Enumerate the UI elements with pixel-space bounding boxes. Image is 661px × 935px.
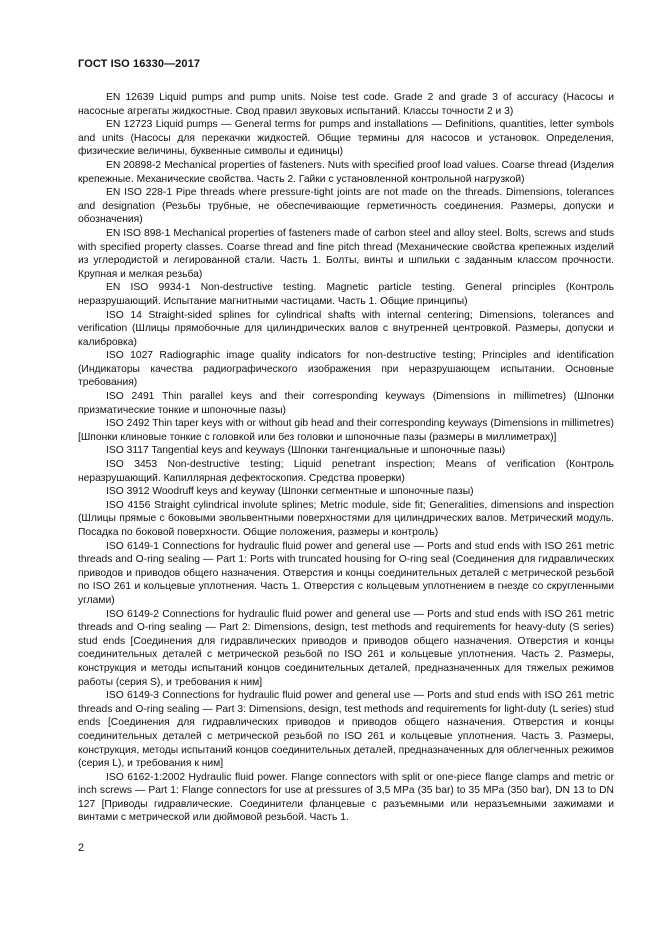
- reference-entry: ISO 4156 Straight cylindrical involute splines; Metric module, side fit; Generalities, dimensions and inspection (Шлицы прямые с боковыми эвольвентными поверхностями для цилиндрических валов. Метрический модуль. Посадка по боковой поверхности. Общие положения, размеры и контроль): [78, 499, 614, 538]
- reference-entry: ISO 2491 Thin parallel keys and their corresponding keyways (Dimensions in millimetres) (Шпонки призматические тонкие и шпоночные пазы): [78, 391, 614, 416]
- page-number: 2: [78, 842, 85, 854]
- reference-entry: ISO 6149-3 Connections for hydraulic fluid power and general use — Ports and stud ends with ISO 261 metric threads and O-ring sealing — Part 3: Dimensions, design, test methods and requirements for light-duty (L series) stud ends [Соединения для гидравлических приводов и приводов общего назначения. Отверстия и концы соединительных деталей с метрической резьбой по ISO 261 и кольцевые уплотнения. Часть 3. Размеры, конструкция, методы испытаний концов соединительных деталей, предназначенных для облегченных режимов (серия L), и требования к ним]: [78, 690, 614, 770]
- reference-entry: EN ISO 9934-1 Non-destructive testing. Magnetic particle testing. General principles (Контроль неразрушающий. Испытание магнитными частицами. Часть 1. Общие принципы): [78, 282, 614, 307]
- reference-entry: ISO 6149-2 Connections for hydraulic fluid power and general use — Ports and stud ends with ISO 261 metric threads and O-ring sealing — Part 2: Dimensions, design, test methods and requirements for heavy-duty (S series) stud ends [Соединения для гидравлических приводов и приводов общего назначения. Отверстия и концы соединительных деталей с метрической резьбой по ISO 261 и кольцевые уплотнения. Часть 2. Размеры, конструкция и методы испытаний концов соединительных деталей, предназначенных для тяжелых режимов работы (серия S), и требования к ним]: [78, 608, 614, 688]
- reference-entry: EN 12639 Liquid pumps and pump units. Noise test code. Grade 2 and grade 3 of accuracy (Насосы и насосные агрегаты жидкостные. Свод правил звуковых испытаний. Классы точности 2 и 3): [78, 92, 614, 117]
- reference-entry: EN ISO 228-1 Pipe threads where pressure-tight joints are not made on the threads. Dimensions, tolerances and designation (Резьбы трубные, не обеспечивающие герметичность соединения. Размеры, допуски и обозначения): [78, 187, 614, 226]
- reference-entry: ISO 3117 Tangential keys and keyways (Шпонки тангенциальные и шпоночные пазы): [106, 445, 506, 457]
- reference-entry: ISO 1027 Radiographic image quality indicators for non-destructive testing; Principles and identification (Индикаторы качества радиографического изображения при неразрушающем испытании. Основные требования): [78, 350, 614, 389]
- reference-entry: EN ISO 898-1 Mechanical properties of fasteners made of carbon steel and alloy steel. Bolts, screws and studs with specified property classes. Coarse thread and fine pitch thread (Механические свойства крепежных изделий из углеродистой и легированной стали. Часть 1. Болты, винты и шпильки с заданным классом прочности. Крупная и мелкая резьба): [78, 227, 614, 280]
- reference-entry: EN 20898-2 Mechanical properties of fasteners. Nuts with specified proof load values. Coarse thread (Изделия крепежные. Механические свойства. Часть 2. Гайки с установленной контрольной нагрузкой): [78, 159, 614, 185]
- reference-entry: EN 12723 Liquid pumps — General terms for pumps and installations — Definitions, quantities, letter symbols and units (Насосы для перекачки жидкостей. Общие термины для насосов и установок. Определения, физические величины, буквенные символы и единицы): [78, 119, 614, 158]
- reference-entry: ISO 6149-1 Connections for hydraulic fluid power and general use — Ports and stud ends with ISO 261 metric threads and O-ring sealing — Part 1: Ports with truncated housing for O-ring seal (Соединения для гидравлических приводов и приводов общего назначения. Отверстия и концы соединительных деталей с метрической резьбой по ISO 261 и кольцевые уплотнения. Часть 1. Отверстия с кольцевым уплотнением в гнезде со скругленными углами): [78, 540, 614, 606]
- reference-entry: ISO 3453 Non-destructive testing; Liquid penetrant inspection; Means of verification (Контроль неразрушающий. Капиллярная дефектоскопия. Средства проверки): [78, 459, 614, 484]
- reference-entry: ISO 2492 Thin taper keys with or without gib head and their corresponding keyways (Dimensions in millimetres) [Шпонки клиновые тонкие с головкой или без головки и шпоночные пазы (размеры в миллиметрах)]: [78, 418, 614, 443]
- references-list: [78, 91, 614, 825]
- reference-entry: ISO 6162-1:2002 Hydraulic fluid power. Flange connectors with split or one-piece flange clamps and metric or inch screws — Part 1: Flange connectors for use at pressures of 3,5 MPa (35 bar) to 35 MPa (350 bar), DN 13 to DN 127 [Приводы гидравлические. Соединители фланцевые с разъемными или неразъемными зажимами и винтами с метрической или дюймовой резьбой. Часть 1.: [78, 771, 614, 824]
- reference-entry: ISO 3912 Woodruff keys and keyway (Шпонки сегментные и шпоночные пазы): [106, 486, 474, 498]
- page-header: ГОСТ ISO 16330—2017: [78, 58, 201, 70]
- reference-entry: ISO 14 Straight-sided splines for cylindrical shafts with internal centering; Dimensions, tolerances and verification (Шлицы прямобочные для цилиндрических валов с внутренней центровкой. Размеры, допуски и калибровка): [78, 309, 614, 348]
